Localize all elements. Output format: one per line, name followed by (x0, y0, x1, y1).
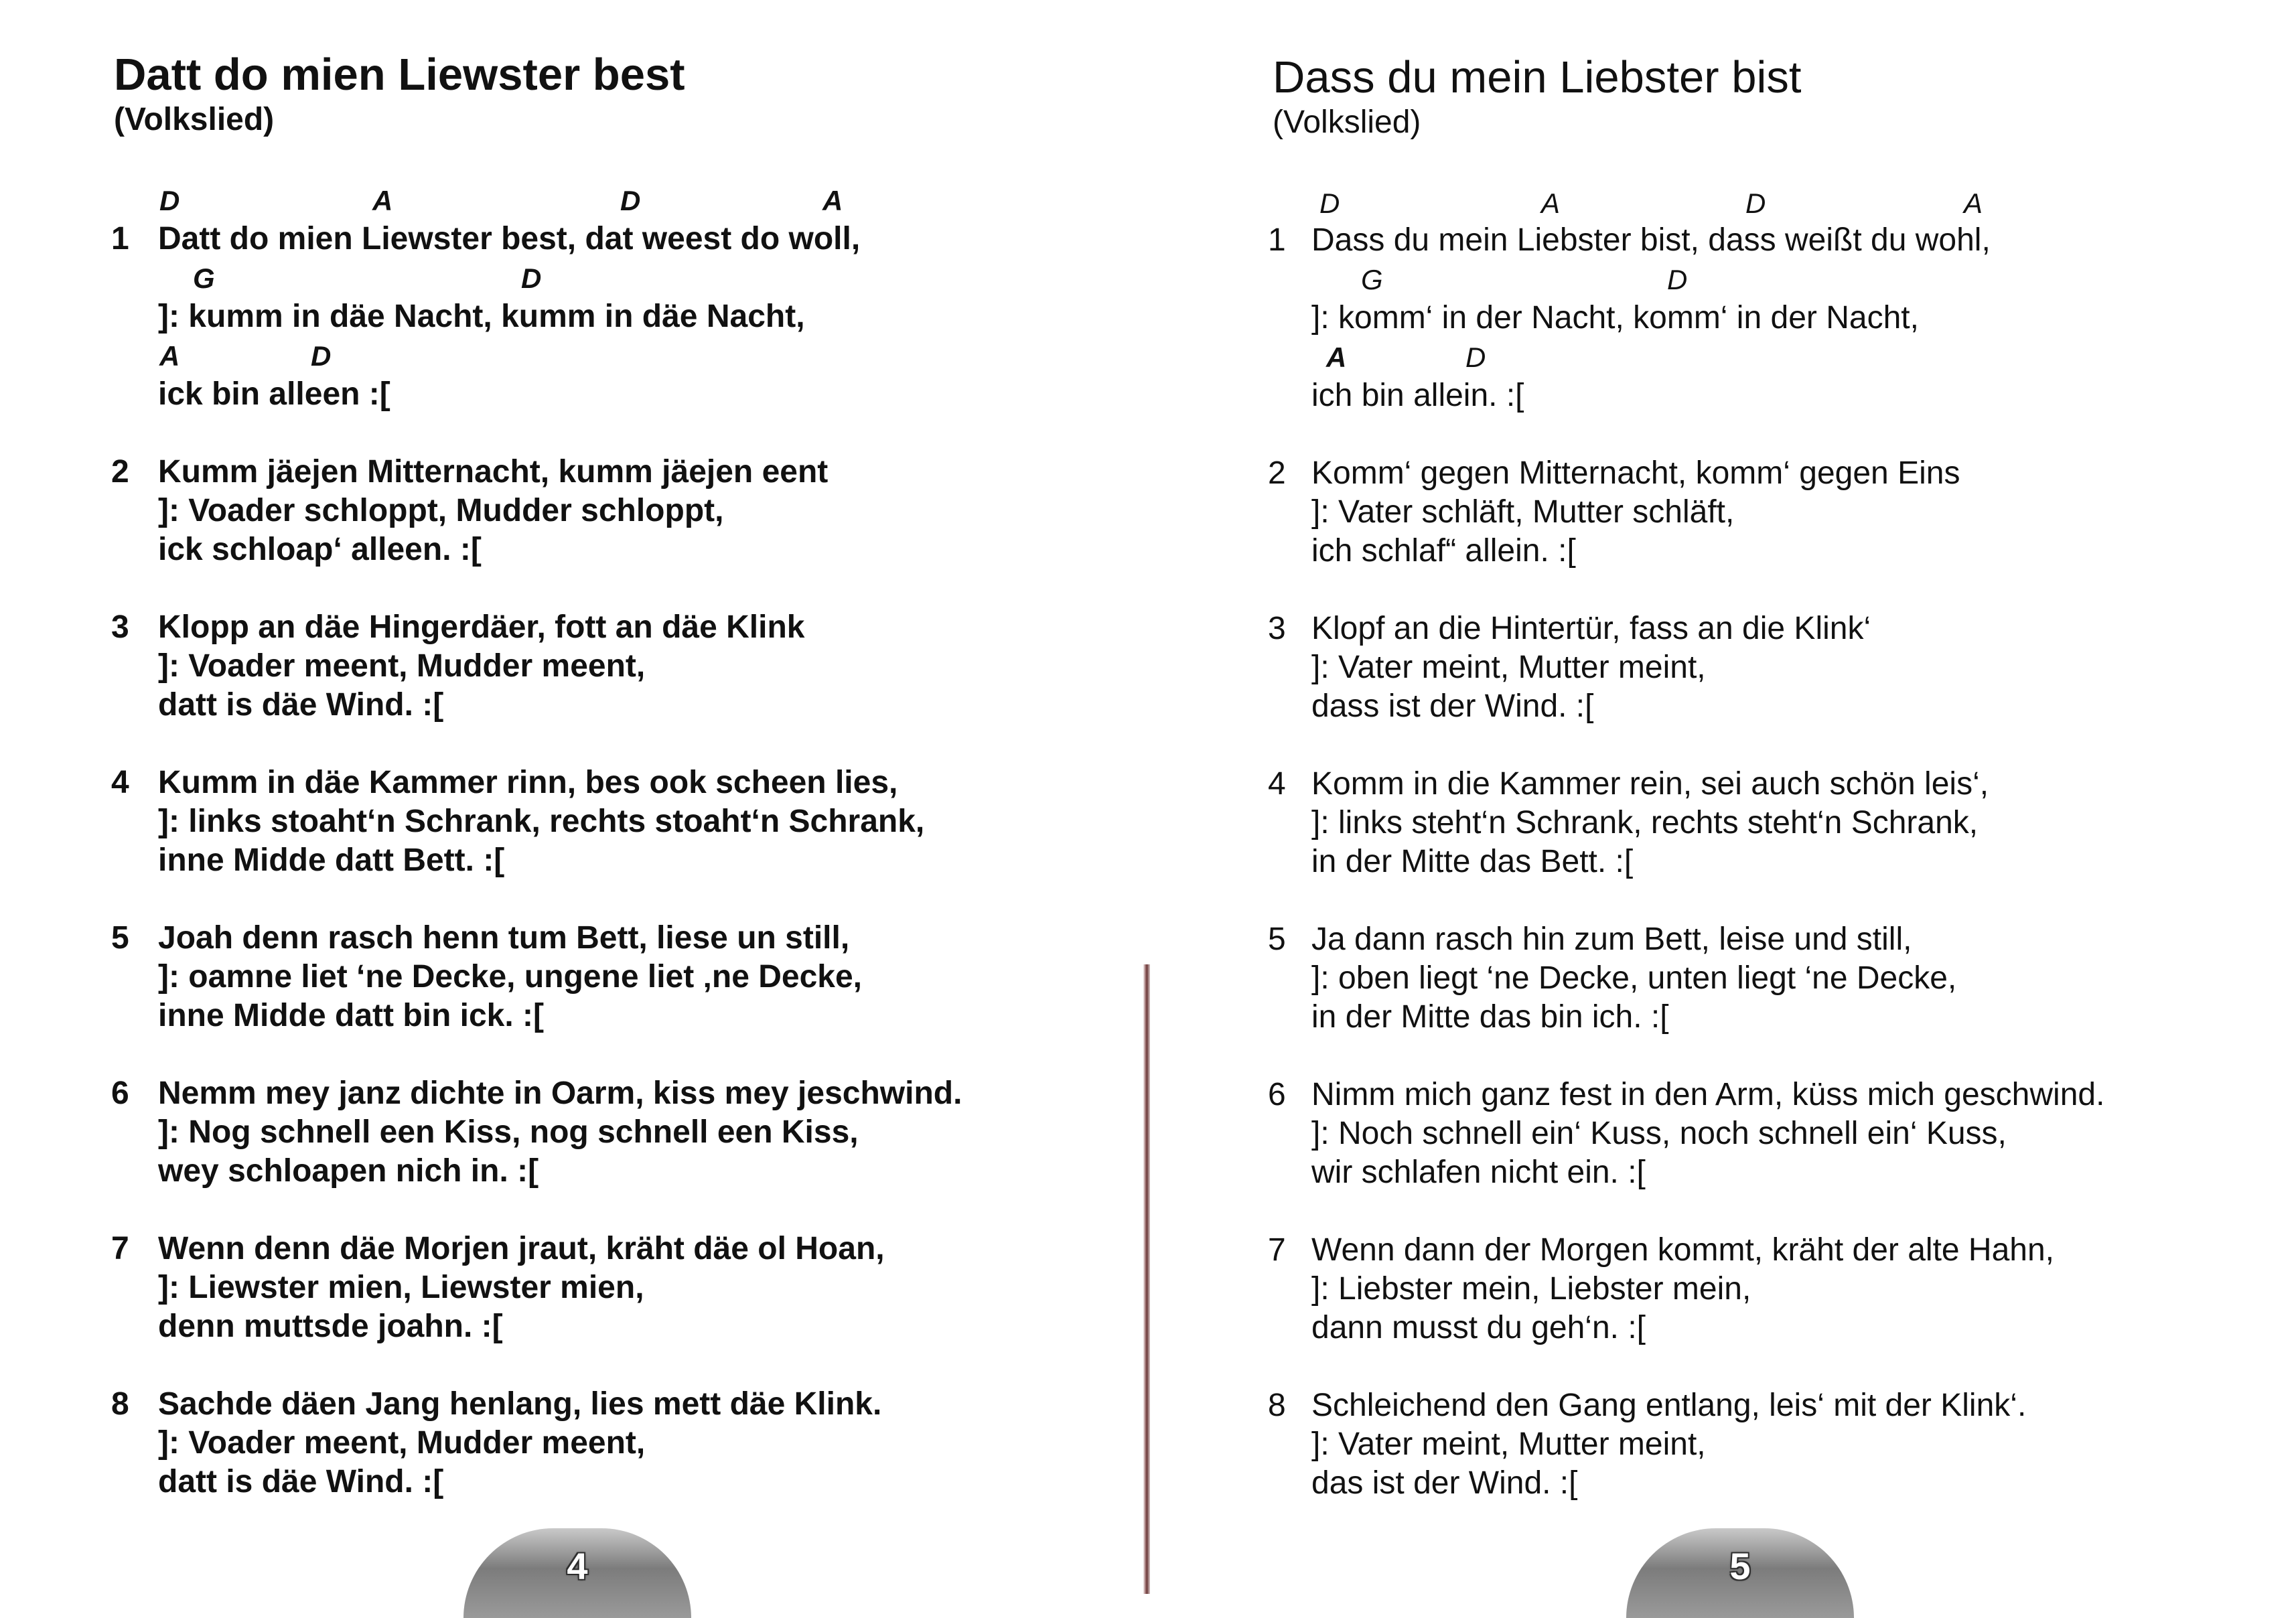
verse-line: in der Mitte das bin ich. :[ (1311, 999, 1669, 1035)
verse-line: Klopf an die Hintertür, fass an die Klink‘ (1311, 611, 1871, 646)
verse-line: Wenn dann der Morgen kommt, kräht der alte Hahn, (1311, 1232, 2055, 1268)
verse-line: dass ist der Wind. :[ (1311, 688, 1594, 724)
page-number-badge-left (463, 1528, 691, 1618)
verse-line: ]: Vater meint, Mutter meint, (1311, 1426, 1706, 1462)
verse-line: Sachde däen Jang henlang, lies mett däe Klink. (158, 1386, 882, 1422)
chord: G (1361, 264, 1383, 295)
verse-line: Nimm mich ganz fest in den Arm, küss mich geschwind. (1311, 1077, 2105, 1112)
chord: D (1465, 342, 1486, 373)
song-title-right: Dass du mein Liebster bist (1273, 52, 1802, 102)
verse-line: Schleichend den Gang entlang, leis‘ mit der Klink‘. (1311, 1388, 2027, 1423)
verse-line: das ist der Wind. :[ (1311, 1465, 1578, 1501)
verse-line: ]: Vater meint, Mutter meint, (1311, 650, 1706, 685)
verse-number: 1 (111, 221, 129, 256)
verse-line: Dass du mein Liebster bist, dass weißt du wohl, (1311, 222, 1991, 258)
verse-line: inne Midde datt bin ick. :[ (158, 998, 544, 1033)
verse-number: 2 (111, 454, 129, 490)
right-page (1148, 0, 2296, 1618)
verse-line: ]: oamne liet ‘ne Decke, ungene liet ‚ne Decke, (158, 959, 863, 995)
verse-number: 5 (1268, 922, 1286, 957)
verse-line: Wenn denn däe Morjen jraut, kräht däe ol Hoan, (158, 1231, 885, 1266)
verse-number: 6 (111, 1076, 129, 1111)
song-title-left: Datt do mien Liewster best (114, 50, 685, 100)
verse-number: 6 (1268, 1077, 1286, 1112)
chord: D (1745, 188, 1766, 219)
verse-line: ]: Liewster mien, Liewster mien, (158, 1270, 644, 1305)
verse-number: 7 (111, 1231, 129, 1266)
verse-number: 5 (111, 920, 129, 956)
chord: A (822, 185, 843, 216)
verse-line: denn muttsde joahn. :[ (158, 1309, 503, 1344)
verse-line: ick bin alleen :[ (158, 376, 390, 412)
verse-line: datt is däe Wind. :[ (158, 687, 444, 723)
verse-line: Kumm in däe Kammer rinn, bes ook scheen lies, (158, 765, 898, 800)
verse-line: ]: Vater schläft, Mutter schläft, (1311, 494, 1735, 530)
chord: D (311, 340, 332, 372)
chord: A (372, 185, 393, 216)
verse-line: Klopp an däe Hingerdäer, fott an däe Klink (158, 609, 805, 645)
verse-line: Ja dann rasch hin zum Bett, leise und still, (1311, 922, 1912, 957)
verse-line: ]: Noch schnell ein‘ Kuss, noch schnell ein‘ Kuss, (1311, 1116, 2007, 1151)
verse-line: ]: links steht‘n Schrank, rechts steht‘n Schrank, (1311, 805, 1979, 840)
verse-line: inne Midde datt Bett. :[ (158, 842, 505, 878)
page-number: 5 (1729, 1545, 1751, 1587)
verse-line: ]: Voader meent, Mudder meent, (158, 1425, 646, 1461)
chord: D (620, 185, 641, 216)
verse-line: ich schlaf“ allein. :[ (1311, 533, 1576, 569)
verse-number: 4 (1268, 766, 1286, 802)
verse-line: ]: Voader meent, Mudder meent, (158, 648, 646, 684)
verse-line: wey schloapen nich in. :[ (158, 1153, 539, 1189)
chord: D (1319, 188, 1340, 219)
verse-line: Komm‘ gegen Mitternacht, komm‘ gegen Eins (1311, 455, 1960, 491)
verse-line: Nemm mey janz dichte in Oarm, kiss mey jeschwind. (158, 1076, 962, 1111)
verse-line: Kumm jäejen Mitternacht, kumm jäejen eent (158, 454, 829, 490)
chord: A (159, 340, 180, 372)
verse-number: 7 (1268, 1232, 1286, 1268)
verse-line: Datt do mien Liewster best, dat weest do woll, (158, 221, 861, 256)
verse-line: datt is däe Wind. :[ (158, 1464, 444, 1499)
page-number: 4 (567, 1545, 588, 1587)
verse-number: 1 (1268, 222, 1286, 258)
chord: D (1667, 264, 1688, 295)
verse-line: Komm in die Kammer rein, sei auch schön leis‘, (1311, 766, 1989, 802)
chord: D (521, 263, 542, 294)
verse-number: 2 (1268, 455, 1286, 491)
chord: A (1326, 342, 1347, 373)
verse-line: in der Mitte das Bett. :[ (1311, 844, 1634, 879)
verse-line: ]: oben liegt ‘ne Decke, unten liegt ‘ne Decke, (1311, 960, 1957, 996)
verse-number: 4 (111, 765, 129, 800)
verse-number: 8 (1268, 1388, 1286, 1423)
chord: A (1541, 188, 1561, 219)
verse-line: ick schloap‘ alleen. :[ (158, 532, 482, 567)
chord: A (1964, 188, 1983, 219)
verse-line: ]: links stoaht‘n Schrank, rechts stoaht‘n Schrank, (158, 804, 925, 839)
verse-line: ]: kumm in däe Nacht, kumm in däe Nacht, (158, 299, 805, 334)
verse-line: dann musst du geh‘n. :[ (1311, 1310, 1646, 1345)
song-subtitle-left: (Volkslied) (114, 102, 275, 137)
chord: D (159, 185, 180, 216)
verse-line: wir schlafen nicht ein. :[ (1311, 1155, 1646, 1190)
verse-line: ich bin allein. :[ (1311, 378, 1524, 413)
verse-line: ]: komm‘ in der Nacht, komm‘ in der Nacht, (1311, 300, 1919, 336)
chord: G (193, 263, 215, 294)
verse-line: ]: Voader schloppt, Mudder schloppt, (158, 493, 724, 528)
verse-number: 3 (1268, 611, 1286, 646)
verse-number: 8 (111, 1386, 129, 1422)
verse-number: 3 (111, 609, 129, 645)
verse-line: ]: Nog schnell een Kiss, nog schnell een Kiss, (158, 1114, 859, 1150)
verse-line: ]: Liebster mein, Liebster mein, (1311, 1271, 1751, 1307)
song-subtitle-right: (Volkslied) (1273, 104, 1421, 140)
verse-line: Joah denn rasch henn tum Bett, liese un still, (158, 920, 850, 956)
page-number-badge-right (1626, 1528, 1854, 1618)
